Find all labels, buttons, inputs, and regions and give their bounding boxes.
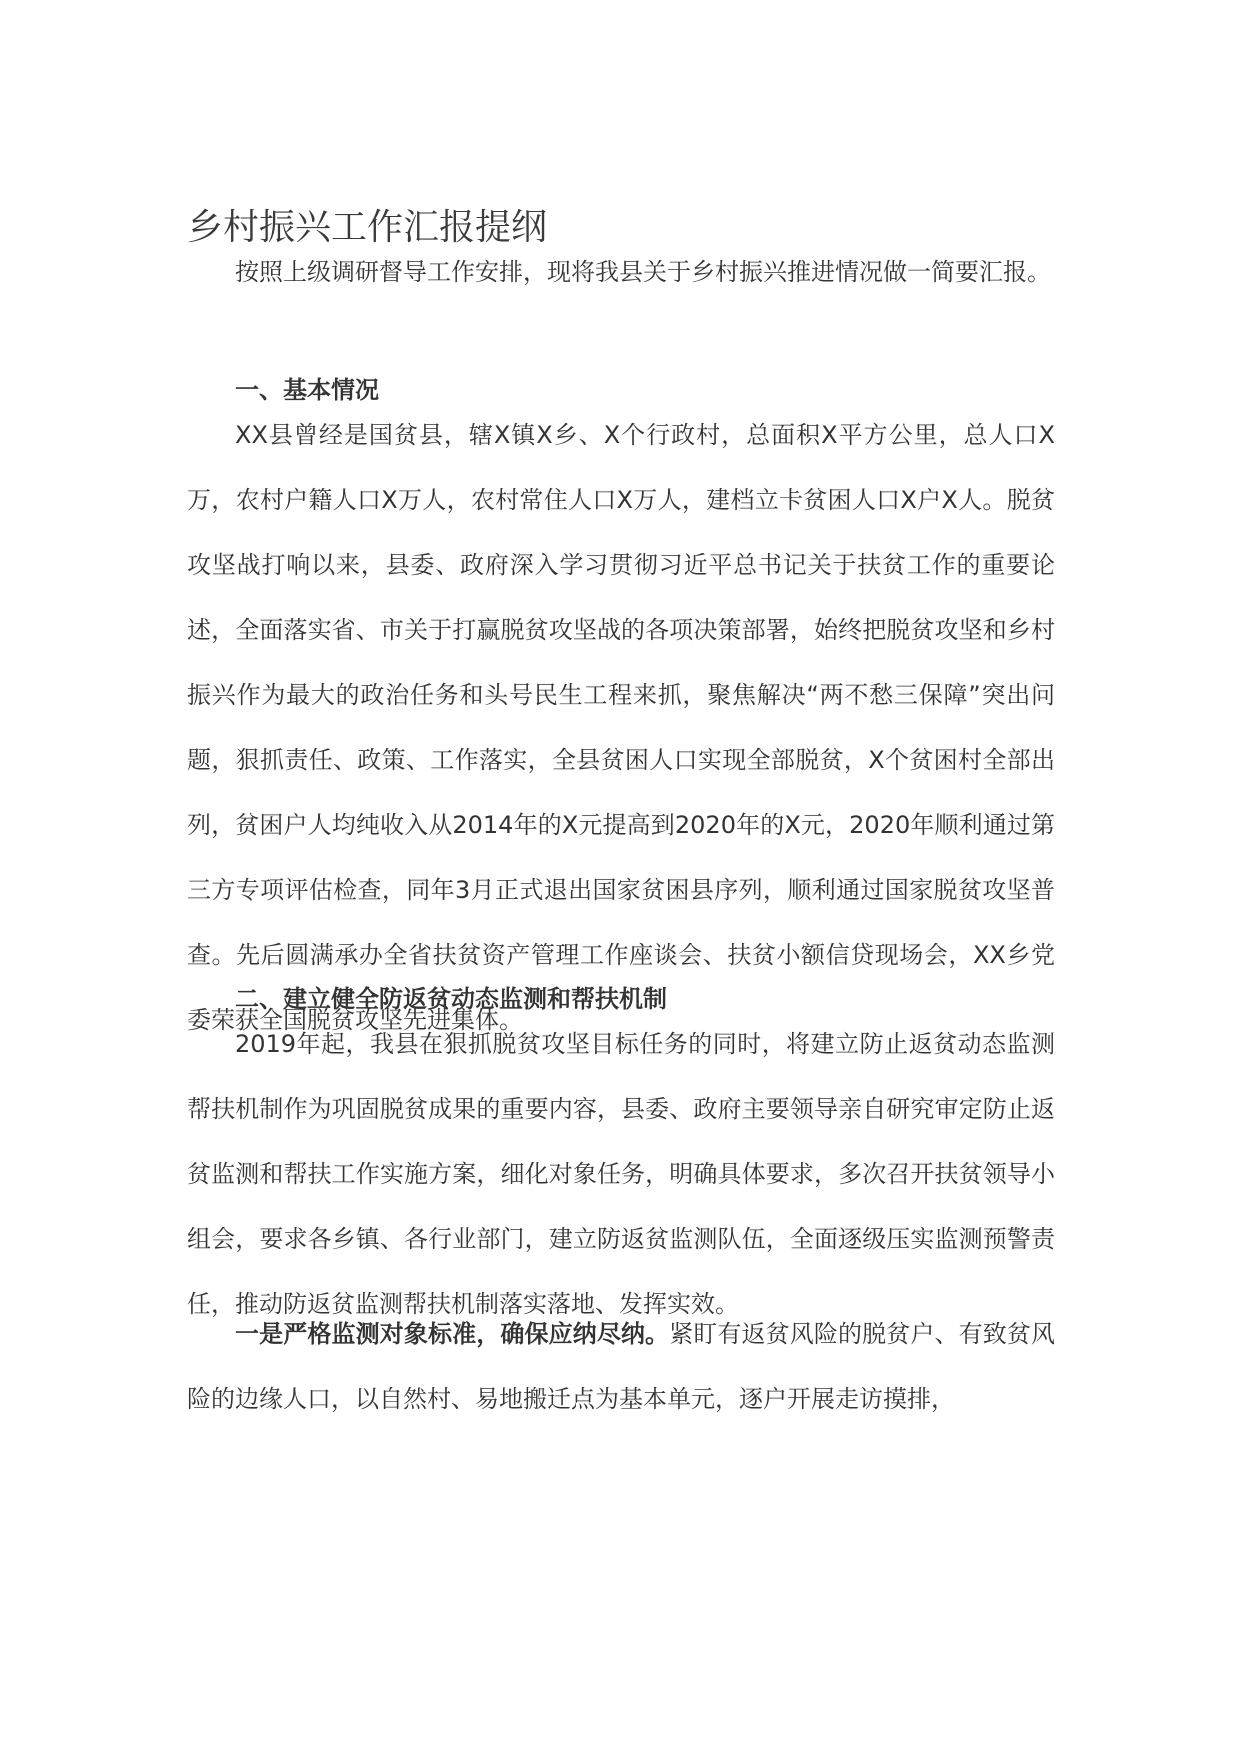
point-lead-text: 一是严格监测对象标准，确保应纳尽纳。 [235, 1320, 670, 1348]
section-body-monitoring-mechanism: 2019年起，我县在狠抓脱贫攻坚目标任务的同时，将建立防止返贫动态监测帮扶机制作为巩固脱贫成果的重要内容，县委、政府主要领导亲自研究审定防止返贫监测和帮扶工作实施方案，细化对象任务，明确具体要求，多次召开扶贫领导小组会，要求各乡镇、各行业部门，建立防返贫监测队伍，全面逐级压实监测预警责任，推动防返贫监测帮扶机制落实落地、发挥实效。 [187, 1030, 1055, 1318]
intro-paragraph: 按照上级调研督导工作安排，现将我县关于乡村振兴推进情况做一简要汇报。 [235, 258, 1051, 286]
section-body-basic-situation: XX县曾经是国贫县，辖X镇X乡、X个行政村，总面积X平方公里，总人口X万，农村户籍人口X万人，农村常住人口X万人，建档立卡贫困人口X户X人。脱贫攻坚战打响以来，县委、政府深入学习贯彻习近平总书记关于扶贫工作的重要论述，全面落实省、市关于打赢脱贫攻坚战的各项决策部署，始终把脱贫攻坚和乡村振兴作为最大的政治任务和头号民生工程来抓，聚焦解决“两不愁三保障”突出问题，狠抓责任、政策、工作落实，全县贫困人口实现全部脱贫，X个贫困村全部出列，贫困户人均纯收入从2014年的X元提高到2020年的X元，2020年顺利通过第三方专项评估检查，同年3月正式退出国家贫困县序列，顺利通过国家脱贫攻坚普查。先后圆满承办全省扶贫资产管理工作座谈会、扶贫小额信贷现场会，XX乡党委荣获全国脱贫攻坚先进集体。 [187, 421, 1055, 1034]
point-paragraph-monitoring-standard [187, 1302, 1055, 1432]
section-heading-basic-situation: 一、基本情况 [235, 376, 379, 404]
document-title: 乡村振兴工作汇报提纲 [187, 207, 548, 248]
point-body-text: 紧盯有返贫风险的脱贫户、有致贫风险的边缘人口，以自然村、易地搬迁点为基本单元，逐户开展走访摸排， [187, 1320, 1056, 1413]
document-page [187, 0, 1055, 1754]
section-heading-monitoring-mechanism: 二、建立健全防返贫动态监测和帮扶机制 [235, 985, 667, 1013]
